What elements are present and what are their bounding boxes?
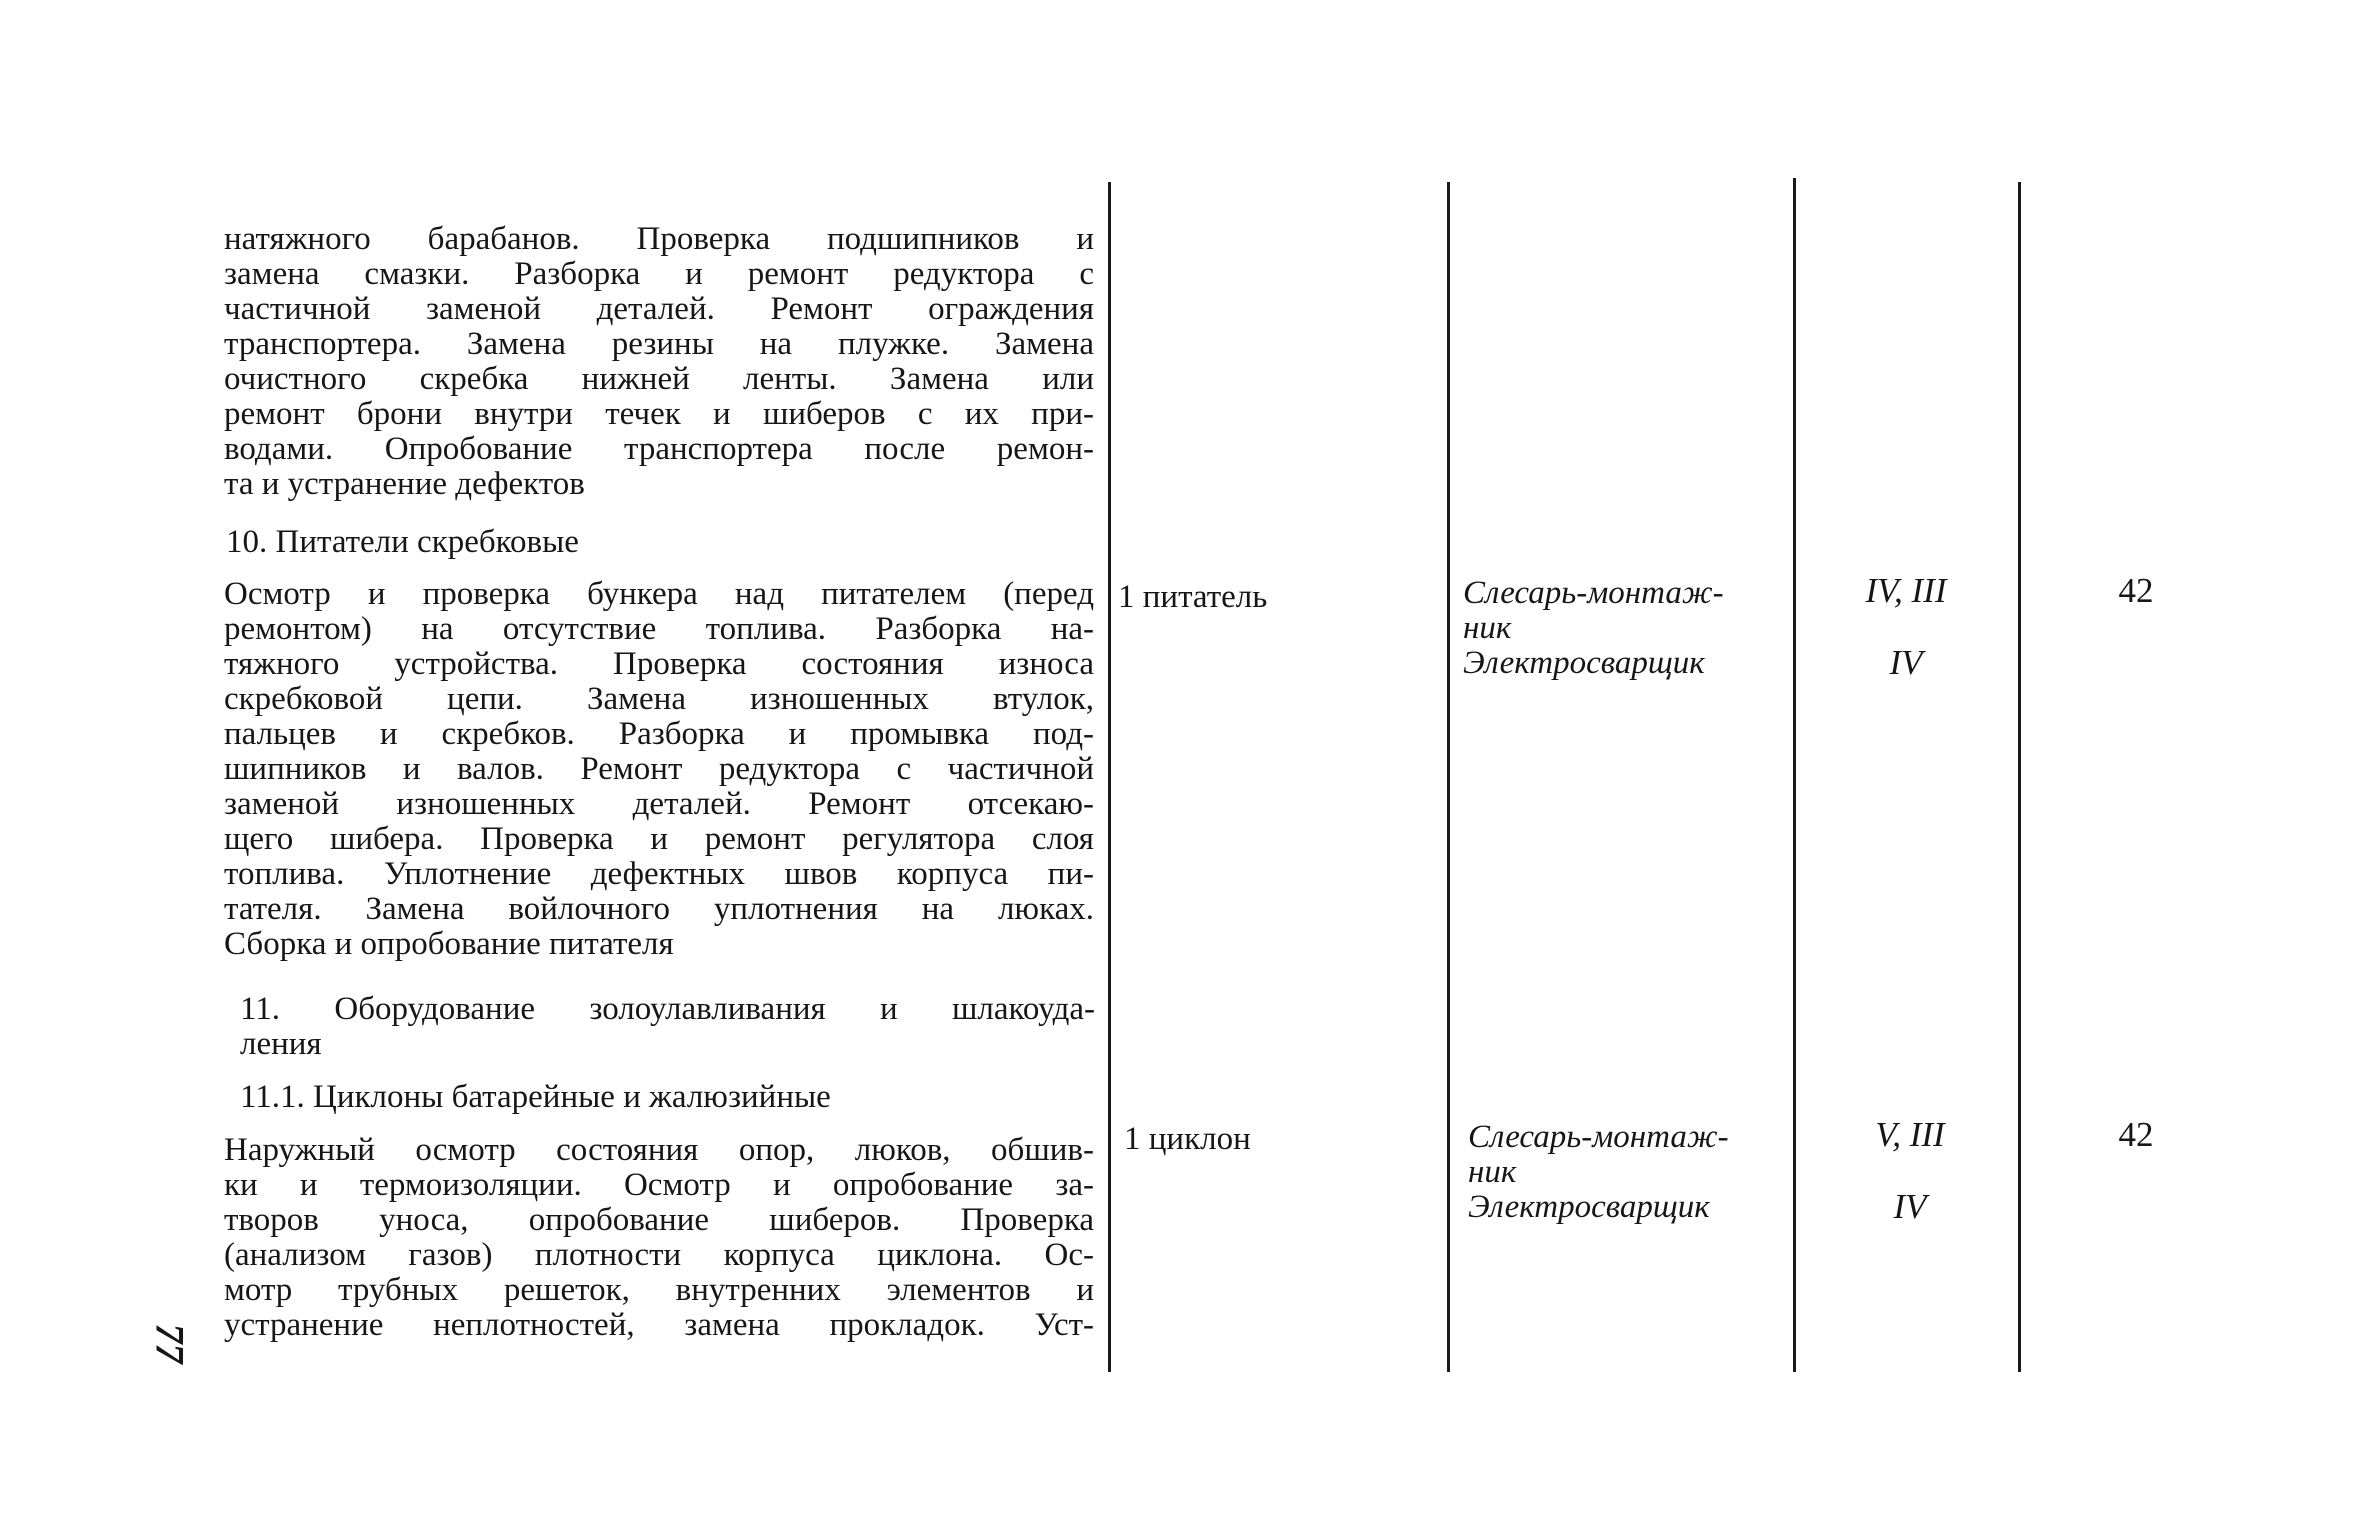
text-line: та и устранение дефектов bbox=[224, 466, 585, 502]
section-11-1-norm: 42 bbox=[2118, 1115, 2154, 1154]
text-line: щего шибера. Проверка и ремонт регулятора слоя bbox=[224, 821, 1094, 857]
text-line: очистного скребка нижней ленты. Замена или bbox=[224, 361, 1094, 397]
text-line: заменой изношенных деталей. Ремонт отсекаю- bbox=[224, 786, 1094, 822]
section-11-1-unit: 1 циклон bbox=[1124, 1121, 1251, 1157]
text-line: ки и термоизоляции. Осмотр и опробование за- bbox=[224, 1167, 1094, 1203]
text-line: устранение неплотностей, замена прокладок. Уст- bbox=[224, 1307, 1094, 1343]
text-line: топлива. Уплотнение дефектных швов корпуса пи- bbox=[224, 856, 1094, 892]
text-line: натяжного барабанов. Проверка подшипников и bbox=[224, 221, 1094, 257]
section-10-norm: 42 bbox=[2118, 571, 2154, 610]
section-10-heading: 10. Питатели скребковые bbox=[226, 524, 579, 560]
section-11-1-trade-2: Электросварщик bbox=[1468, 1189, 1710, 1225]
section-11-1-grade-1: V, III bbox=[1875, 1115, 1945, 1154]
section-11-1-trade-1-cont: ник bbox=[1468, 1154, 1517, 1190]
text-line: водами. Опробование транспортера после ремон- bbox=[224, 431, 1094, 467]
text-line: мотр трубных решеток, внутренних элементов и bbox=[224, 1272, 1094, 1308]
text-line: пальцев и скребков. Разборка и промывка под- bbox=[224, 716, 1094, 752]
section-11-1-heading: 11.1. Циклоны батарейные и жалюзийные bbox=[240, 1079, 831, 1115]
text-line: тателя. Замена войлочного уплотнения на люках. bbox=[224, 891, 1094, 927]
text-line: (анализом газов) плотности корпуса циклона. Ос- bbox=[224, 1237, 1094, 1273]
text-line: транспортера. Замена резины на плужке. Замена bbox=[224, 326, 1094, 362]
section-10-trade-1: Слесарь-монтаж- bbox=[1463, 575, 1724, 611]
section-10-unit: 1 питатель bbox=[1118, 579, 1268, 615]
section-11-1-trade-1: Слесарь-монтаж- bbox=[1468, 1119, 1729, 1155]
section-10-paragraph bbox=[224, 577, 1094, 962]
text-line: тяжного устройства. Проверка состояния износа bbox=[224, 646, 1094, 682]
text-line: творов уноса, опробование шиберов. Проверка bbox=[224, 1202, 1094, 1238]
section-11-1-grade-2: IV bbox=[1893, 1187, 1927, 1226]
column-rule-3 bbox=[1793, 178, 1796, 1372]
text-line: Наружный осмотр состояния опор, люков, обшив- bbox=[224, 1132, 1094, 1168]
text-line: шипников и валов. Ремонт редуктора с частичной bbox=[224, 751, 1094, 787]
column-rule-2 bbox=[1447, 182, 1450, 1372]
section-11-heading: 11. Оборудование золоулавливания и шлакоуда- ления bbox=[240, 991, 1095, 1062]
text-line: Сборка и опробование питателя bbox=[224, 926, 674, 962]
column-rule-1 bbox=[1108, 182, 1111, 1372]
text-line: частичной заменой деталей. Ремонт ограждения bbox=[224, 291, 1094, 327]
section-10-trade-1-cont: ник bbox=[1463, 610, 1512, 646]
page-number: 77 bbox=[147, 1323, 193, 1364]
text-line: замена смазки. Разборка и ремонт редуктора с bbox=[224, 256, 1094, 292]
text-line: Осмотр и проверка бункера над питателем (перед bbox=[224, 576, 1094, 612]
section-10-trade-2: Электросварщик bbox=[1463, 645, 1705, 681]
section-10-grade-1: IV, III bbox=[1865, 571, 1947, 610]
text-line: ремонт брони внутри течек и шиберов с их при- bbox=[224, 396, 1094, 432]
section-11-1-paragraph bbox=[224, 1133, 1094, 1343]
continuation-paragraph bbox=[224, 222, 1094, 502]
text-line: скребковой цепи. Замена изношенных втулок, bbox=[224, 681, 1094, 717]
column-rule-4 bbox=[2018, 182, 2021, 1372]
section-10-grade-2: IV bbox=[1889, 643, 1923, 682]
text-line: ремонтом) на отсутствие топлива. Разборка на- bbox=[224, 611, 1094, 647]
